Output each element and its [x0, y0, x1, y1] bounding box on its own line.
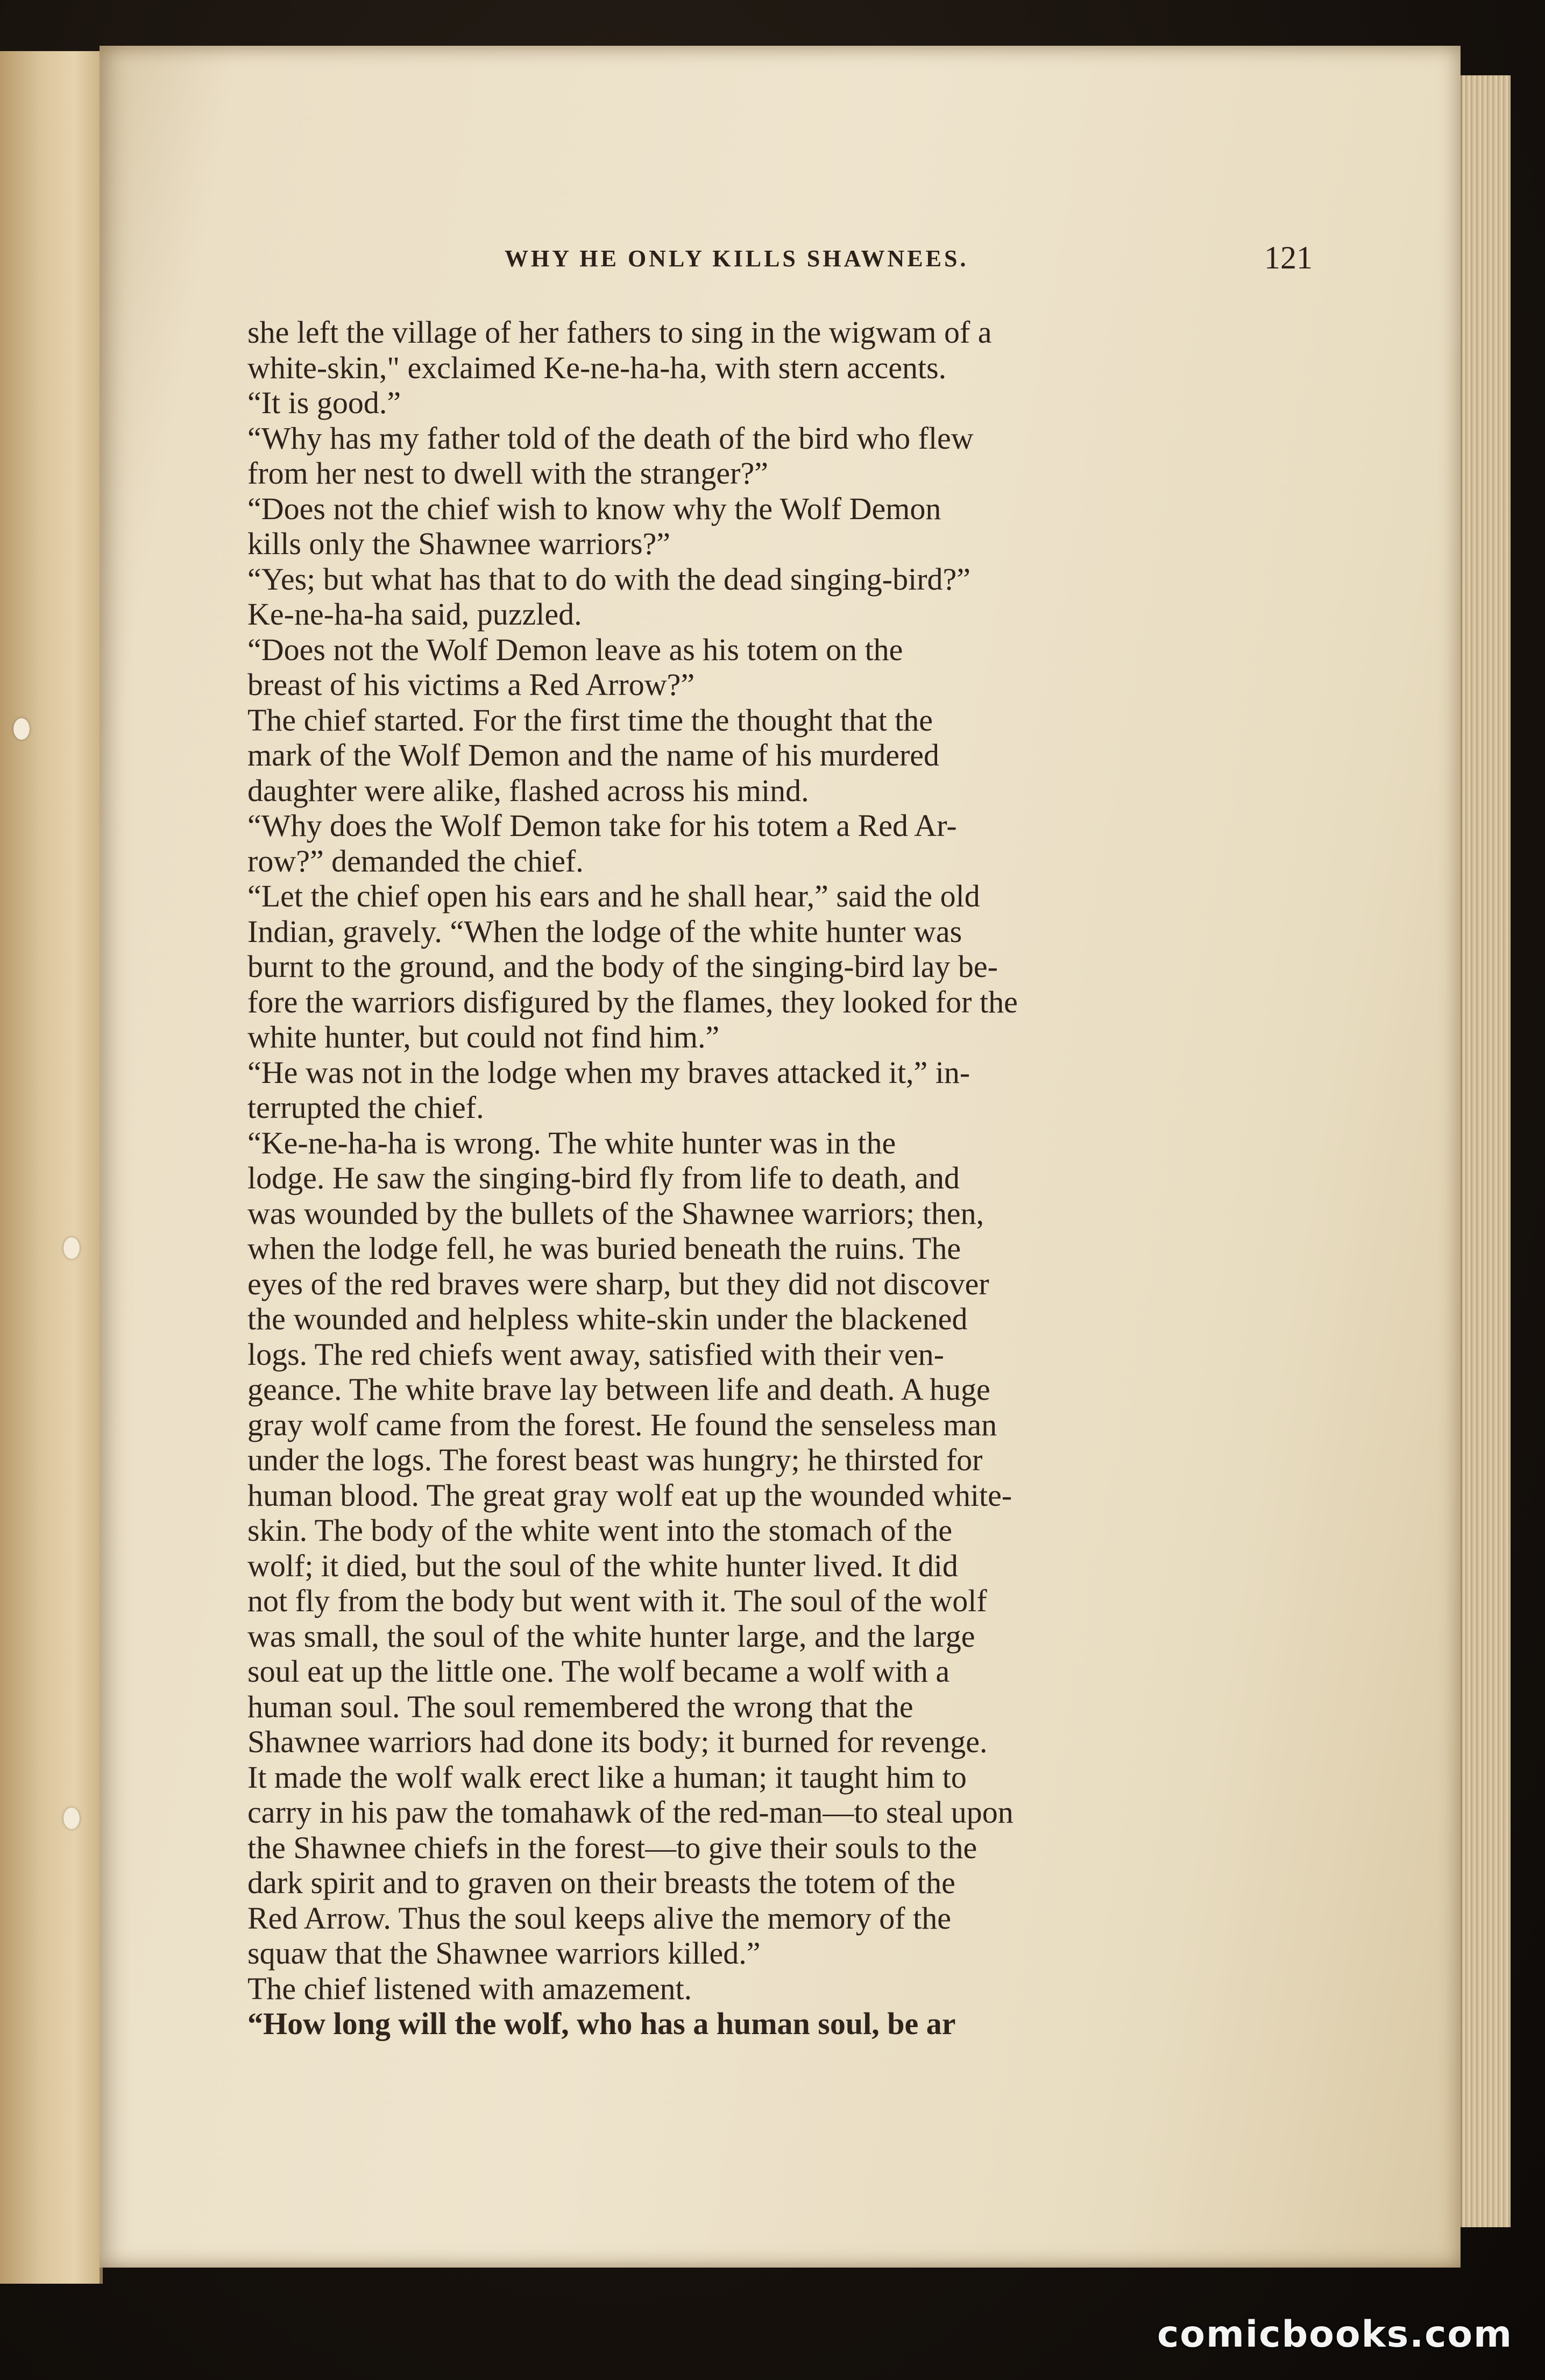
- running-title: WHY HE ONLY KILLS SHAWNEES.: [505, 245, 969, 272]
- text-line: “Let the chief open his ears and he shall hear,” said the old: [247, 879, 980, 913]
- binding-hole: [63, 1808, 80, 1829]
- text-line: dark spirit and to graven on their breasts the totem of the: [247, 1865, 955, 1900]
- text-line: breast of his victims a Red Arrow?”: [247, 667, 695, 702]
- left-page-edge: [0, 51, 103, 2284]
- text-line: wolf; it died, but the soul of the white hunter lived. It did: [247, 1548, 958, 1583]
- text-line: not fly from the body but went with it. The soul of the wolf: [247, 1583, 987, 1618]
- page-number: 121: [1264, 240, 1313, 275]
- text-line: “Yes; but what has that to do with the dead singing-bird?”: [247, 561, 970, 597]
- text-line: the wounded and helpless white-skin under the blackened: [247, 1301, 968, 1336]
- watermark-logo: comicbooks.com: [1157, 2313, 1513, 2356]
- text-line: “Does not the chief wish to know why the Wolf Demon: [247, 491, 941, 526]
- text-line: “Why does the Wolf Demon take for his totem a Red Ar-: [247, 808, 957, 843]
- text-line: she left the village of her fathers to sing in the wigwam of a: [247, 315, 992, 350]
- text-line: “Why has my father told of the death of the bird who flew: [247, 420, 974, 456]
- text-line: kills only the Shawnee warriors?”: [247, 526, 671, 561]
- text-line: It made the wolf walk erect like a human; it taught him to: [247, 1759, 967, 1795]
- text-line: was small, the soul of the white hunter large, and the large: [247, 1618, 975, 1654]
- text-line: Ke-ne-ha-ha said, puzzled.: [247, 597, 582, 632]
- text-line: when the lodge fell, he was buried beneath the ruins. The: [247, 1231, 961, 1266]
- page-header: [247, 240, 1313, 282]
- text-line: white hunter, but could not find him.”: [247, 1019, 720, 1054]
- text-line: eyes of the red braves were sharp, but they did not discover: [247, 1266, 989, 1301]
- text-line: under the logs. The forest beast was hungry; he thirsted for: [247, 1442, 983, 1477]
- text-line: “Does not the Wolf Demon leave as his totem on the: [247, 632, 903, 667]
- text-line: lodge. He saw the singing-bird fly from life to death, and: [247, 1160, 960, 1195]
- text-line: Indian, gravely. “When the lodge of the white hunter was: [247, 913, 962, 949]
- text-line: terrupted the chief.: [247, 1090, 484, 1125]
- text-line: The chief started. For the first time the thought that the: [247, 702, 933, 738]
- text-line: the Shawnee chiefs in the forest—to give their souls to the: [247, 1830, 977, 1865]
- text-line: “It is good.”: [247, 385, 401, 420]
- text-line: logs. The red chiefs went away, satisfied with their ven-: [247, 1336, 944, 1372]
- binding-hole: [63, 1237, 80, 1259]
- text-line: burnt to the ground, and the body of the singing-bird lay be-: [247, 949, 998, 984]
- text-line: was wounded by the bullets of the Shawnee warriors; then,: [247, 1195, 984, 1231]
- text-line: fore the warriors disfigured by the flames, they looked for the: [247, 984, 1018, 1019]
- text-line: gray wolf came from the forest. He found the senseless man: [247, 1407, 997, 1442]
- text-line: Shawnee warriors had done its body; it burned for revenge.: [247, 1724, 988, 1759]
- body-text: [247, 315, 1302, 2042]
- text-line: skin. The body of the white went into the stomach of the: [247, 1513, 953, 1548]
- text-line: mark of the Wolf Demon and the name of his murdered: [247, 738, 939, 773]
- text-line: human blood. The great gray wolf eat up the wounded white-: [247, 1477, 1012, 1513]
- text-line: from her nest to dwell with the stranger?”: [247, 456, 768, 491]
- binding-hole: [13, 718, 30, 740]
- text-line: “Ke-ne-ha-ha is wrong. The white hunter was in the: [247, 1125, 896, 1160]
- text-line: Red Arrow. Thus the soul keeps alive the memory of the: [247, 1900, 951, 1936]
- text-line: soul eat up the little one. The wolf became a wolf with a: [247, 1654, 950, 1689]
- text-line: “How long will the wolf, who has a human soul, be ar: [247, 2006, 956, 2041]
- text-line: daughter were alike, flashed across his mind.: [247, 773, 809, 808]
- text-line: row?” demanded the chief.: [247, 843, 584, 879]
- page-stack-edge: [1461, 75, 1511, 2227]
- text-line: human soul. The soul remembered the wrong that the: [247, 1689, 913, 1724]
- text-line: white-skin," exclaimed Ke-ne-ha-ha, with stern accents.: [247, 350, 947, 385]
- text-line: carry in his paw the tomahawk of the red-man—to steal upon: [247, 1795, 1014, 1830]
- text-line: “He was not in the lodge when my braves attacked it,” in-: [247, 1054, 970, 1090]
- text-line: The chief listened with amazement.: [247, 1971, 692, 2006]
- text-line: geance. The white brave lay between life and death. A huge: [247, 1372, 990, 1407]
- text-line: squaw that the Shawnee warriors killed.”: [247, 1936, 761, 1971]
